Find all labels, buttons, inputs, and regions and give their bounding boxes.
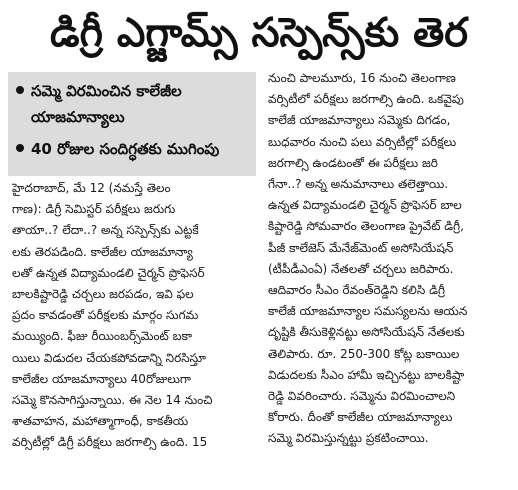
article-line: లకు తెరపడింది. కాలేజీల యాజమాన్యా [12, 244, 193, 259]
highlight-text: సమ్మె విరమించిన కాలేజీల [31, 82, 182, 100]
article-line: శాతవాహన, మహాత్మాగాంధీ, కాకతీయ [12, 414, 189, 429]
highlight-item [16, 136, 248, 162]
article-line: బుధవారం నుంచి పలు వర్సిటీల్లో పరీక్షలు [268, 134, 457, 149]
article-line: కిష్టారెడ్డి సోమవారం తెలంగాణ ప్రైవేట్ డిగ్రీ, [268, 219, 464, 234]
article-line: ఆదివారం సీఎం రేవంత్‌రెడ్డిని కలిసి డిగ్రీ [268, 283, 445, 298]
article-line: ప్రదం కావడంతో పరీక్షలకు మార్గం సుగమ [12, 308, 199, 323]
bullet-icon [16, 86, 24, 94]
article-line: యిలు విడుదల చేయకపోవడాన్ని నిరసిస్తూ [12, 350, 207, 365]
headline: డిగ్రీ ఎగ్జామ్స్ సస్పెన్స్‌కు తెర [50, 10, 468, 56]
article-line: దృష్టికి తీసుకెళ్లినట్టు అసోసియేషన్ నేతలకు [268, 325, 465, 340]
article-column-right [268, 68, 512, 450]
article-column-left [12, 178, 258, 454]
article-line: కోరారు. దీంతో కాలేజీల యాజమాన్యాలు [268, 410, 453, 425]
article-line: సమ్మె విరమిస్తున్నట్టు ప్రకటించాయి. [268, 431, 429, 446]
article-line: లతో ఉన్నత విద్యామండలి చైర్మన్ ప్రొఫెసర్ [12, 265, 205, 280]
article-line: విడుదలకు సీఎం హామీ ఇచ్చినట్టు బాలకిష్టా [268, 367, 465, 382]
highlight-text: 40 రోజుల సందిగ్ధతకు ముగింపు [31, 140, 220, 158]
highlight-item [16, 78, 248, 130]
article-line: రెడ్డి వివరించారు. సమ్మెను విరమించాలని [268, 389, 456, 404]
article-line: పీజీ కాలేజెస్ మేనేజ్‌మెంట్ అసోసియేషన్ [268, 240, 454, 255]
bullet-icon [16, 144, 24, 152]
article-line: నుంచి పాలమూరు, 16 నుంచి తెలంగాణ [268, 71, 456, 85]
article-line: (టీపీడీఎంఏ) నేతలతో చర్చలు జరిపారు. [268, 261, 454, 276]
highlight-text: యాజమాన్యాలు [31, 108, 125, 126]
highlights-box [8, 72, 256, 176]
article-line: గేనా..? అన్న అనుమానాలు తలెత్తాయి. [268, 177, 449, 192]
article-line: కాలేజీ యాజమాన్యాలు సమ్మెకు దిగడం, [268, 113, 451, 128]
article-line: మయ్యింది. ఫీజు రీయింబర్స్‌మెంట్ బకా [12, 329, 193, 344]
article-line: హైదరాబాద్, మే 12 (నమస్తే తెలం [12, 181, 171, 195]
article-line: సమ్మె కొనసాగిస్తున్నాయి. ఈ నెల 14 నుంచి [12, 393, 213, 408]
article-line: జరగాల్సి ఉండటంతో ఈ పరీక్షలు జరి [268, 155, 438, 170]
article-line: కాలేజీ యాజమాన్యాల సమస్యలను ఆయన [268, 304, 468, 319]
article-line: వర్సిటీల్లో డిగ్రీ పరీక్షలు జరగాల్సి ఉంది. 15 [12, 435, 208, 450]
article-line: గాణ): డిగ్రీ సెమిస్టర్ పరీక్షలు జరుగు [12, 202, 176, 217]
article-line: కాలేజీల యాజమాన్యాలు 40రోజులుగా [12, 371, 191, 386]
article-line: వర్సిటీలో పరీక్షలు జరగాల్సి ఉంది. ఒకవైపు [268, 92, 464, 107]
article-line: ఉన్నత విద్యామండలి చైర్మన్ ప్రొఫెసర్ బాల [268, 198, 462, 213]
article-line: బాలకిష్టారెడ్డి చర్చలు జరపడం, ఇవి ఫల [12, 287, 194, 302]
article-line: తాయా..? లేదా..? అన్న సస్పెన్స్‌కు ఎట్టకే [12, 223, 199, 238]
article-line: తెలిపారు. రూ. 250-300 కోట్ల బకాయిల [268, 346, 460, 361]
